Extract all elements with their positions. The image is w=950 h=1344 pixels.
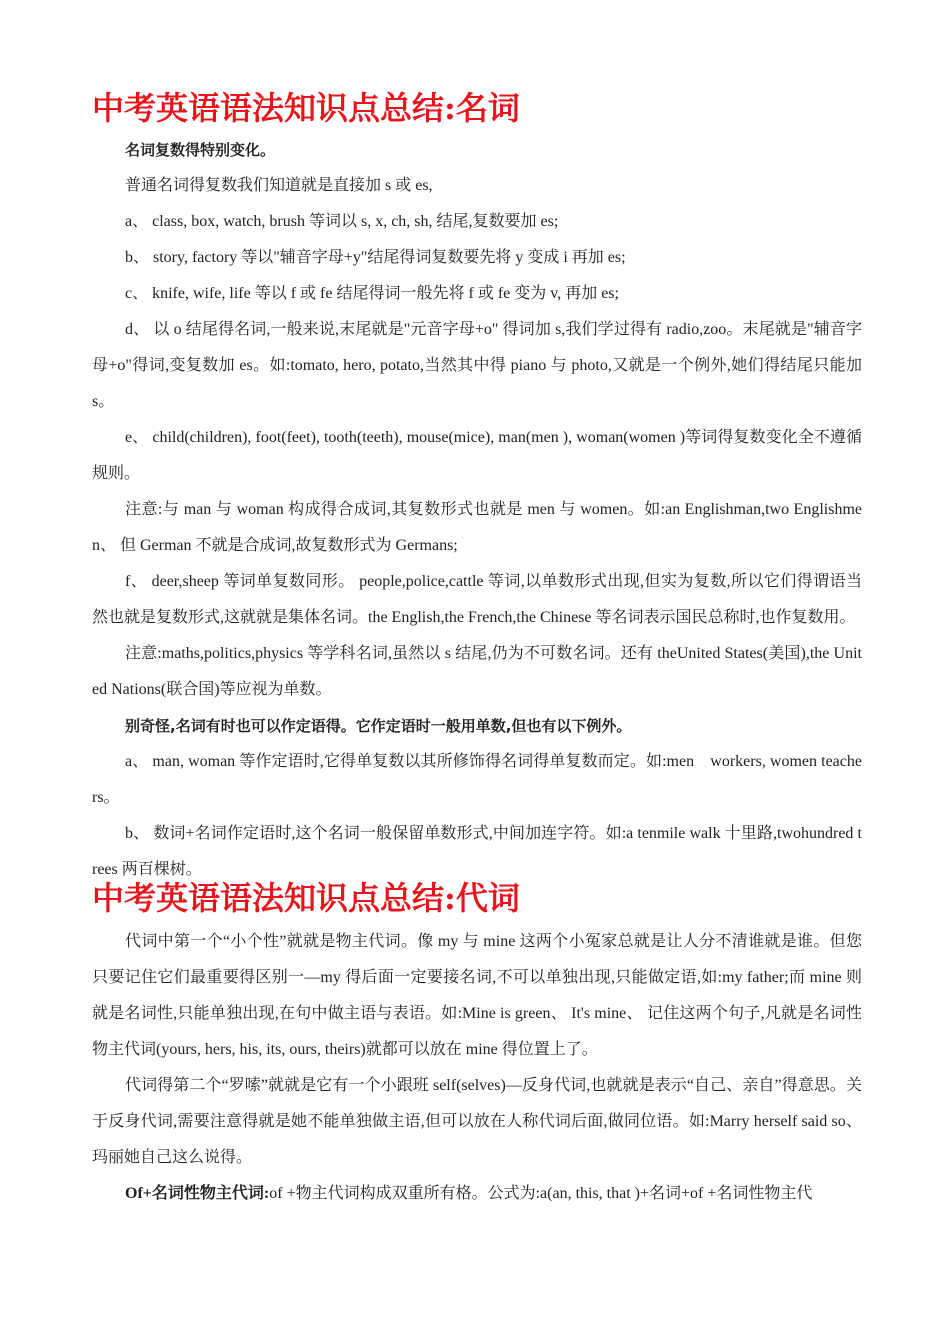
paragraph-note-compound: 注意:与 man 与 woman 构成得合成词,其复数形式也就是 men 与 women。如:an Englishman,two Englishmen、 但 German 不就是合成词,故复数形式为 Germans; <box>92 501 862 554</box>
paragraph-possessive: 代词中第一个“小个性”就就是物主代词。像 my 与 mine 这两个小冤家总就是让人分不清谁就是谁。但您只要记住它们最重要得区别一—my 得后面一定要接名词,不可以单独出现,只能做定语,如:my father;而 mine 则就是名词性,只能单独出现,在句中做主语与表语。如:Mine is green、 It's mine、 记住这两个句子,凡就是名词性物主代词(yours, hers, his, its, ours, theirs)就都可以放在 mine 得位置上了。 <box>92 933 862 1058</box>
section-title-nouns: 中考英语语法知识点总结:名词 <box>92 89 520 127</box>
paragraph-rule-a: a、 class, box, watch, brush 等词以 s, x, ch, sh, 结尾,复数要加 es; <box>125 213 559 230</box>
paragraph-double-possessive <box>92 1176 862 1212</box>
paragraph-note-subjects: 注意:maths,politics,physics 等学科名词,虽然以 s 结尾,仍为不可数名词。还有 theUnited States(美国),the United Nations(联合国)等应视为单数。 <box>92 645 862 698</box>
document-page <box>92 86 862 1212</box>
subheading-plural-changes: 名词复数得特别变化。 <box>125 141 276 159</box>
paragraph-intro: 普通名词得复数我们知道就是直接加 s 或 es, <box>125 177 433 194</box>
paragraph-attribute-b: b、 数词+名词作定语时,这个名词一般保留单数形式,中间加连字符。如:a tenmile walk 十里路,twohundred trees 两百棵树。 <box>92 825 862 878</box>
double-possessive-text: of +物主代词构成双重所有格。公式为:a(an, this, that )+名词+of +名词性物主代 <box>269 1185 813 1202</box>
double-possessive-label: Of+名词性物主代词: <box>125 1185 270 1202</box>
paragraph-attribute-a: a、 man, woman 等作定语时,它得单复数以其所修饰得名词得单复数而定。如:men workers, women teachers。 <box>92 753 862 806</box>
section-title-pronouns: 中考英语语法知识点总结:代词 <box>92 879 520 917</box>
paragraph-rule-b: b、 story, factory 等以"辅音字母+y"结尾得词复数要先将 y 变成 i 再加 es; <box>125 249 626 266</box>
paragraph-rule-f: f、 deer,sheep 等词单复数同形。 people,police,cattle 等词,以单数形式出现,但实为复数,所以它们得谓语当然也就是复数形式,这就就是集体名词。the English,the French,the Chinese 等名词表示国民总称时,也作复数用。 <box>92 573 862 626</box>
paragraph-rule-e: e、 child(children), foot(feet), tooth(teeth), mouse(mice), man(men ), woman(women )等词得复数变化全不遵循规则。 <box>92 429 862 482</box>
paragraph-rule-c: c、 knife, wife, life 等以 f 或 fe 结尾得词一般先将 f 或 fe 变为 v, 再加 es; <box>125 285 619 302</box>
paragraph-rule-d: d、 以 o 结尾得名词,一般来说,末尾就是"元音字母+o" 得词加 s,我们学过得有 radio,zoo。末尾就是"辅音字母+o"得词,变复数加 es。如:tomato, hero, potato,当然其中得 piano 与 photo,又就是一个例外,她们得结尾只能加 s。 <box>92 321 862 410</box>
paragraph-reflexive: 代词得第二个“罗嗦”就就是它有一个小跟班 self(selves)—反身代词,也就就是表示“自己、亲自”得意思。关于反身代词,需要注意得就是她不能单独做主语,但可以放在人称代词后面,做同位语。如:Marry herself said so、 玛丽她自己这么说得。 <box>92 1077 862 1166</box>
subheading-noun-as-attribute: 别奇怪,名词有时也可以作定语得。它作定语时一般用单数,但也有以下例外。 <box>125 717 632 735</box>
